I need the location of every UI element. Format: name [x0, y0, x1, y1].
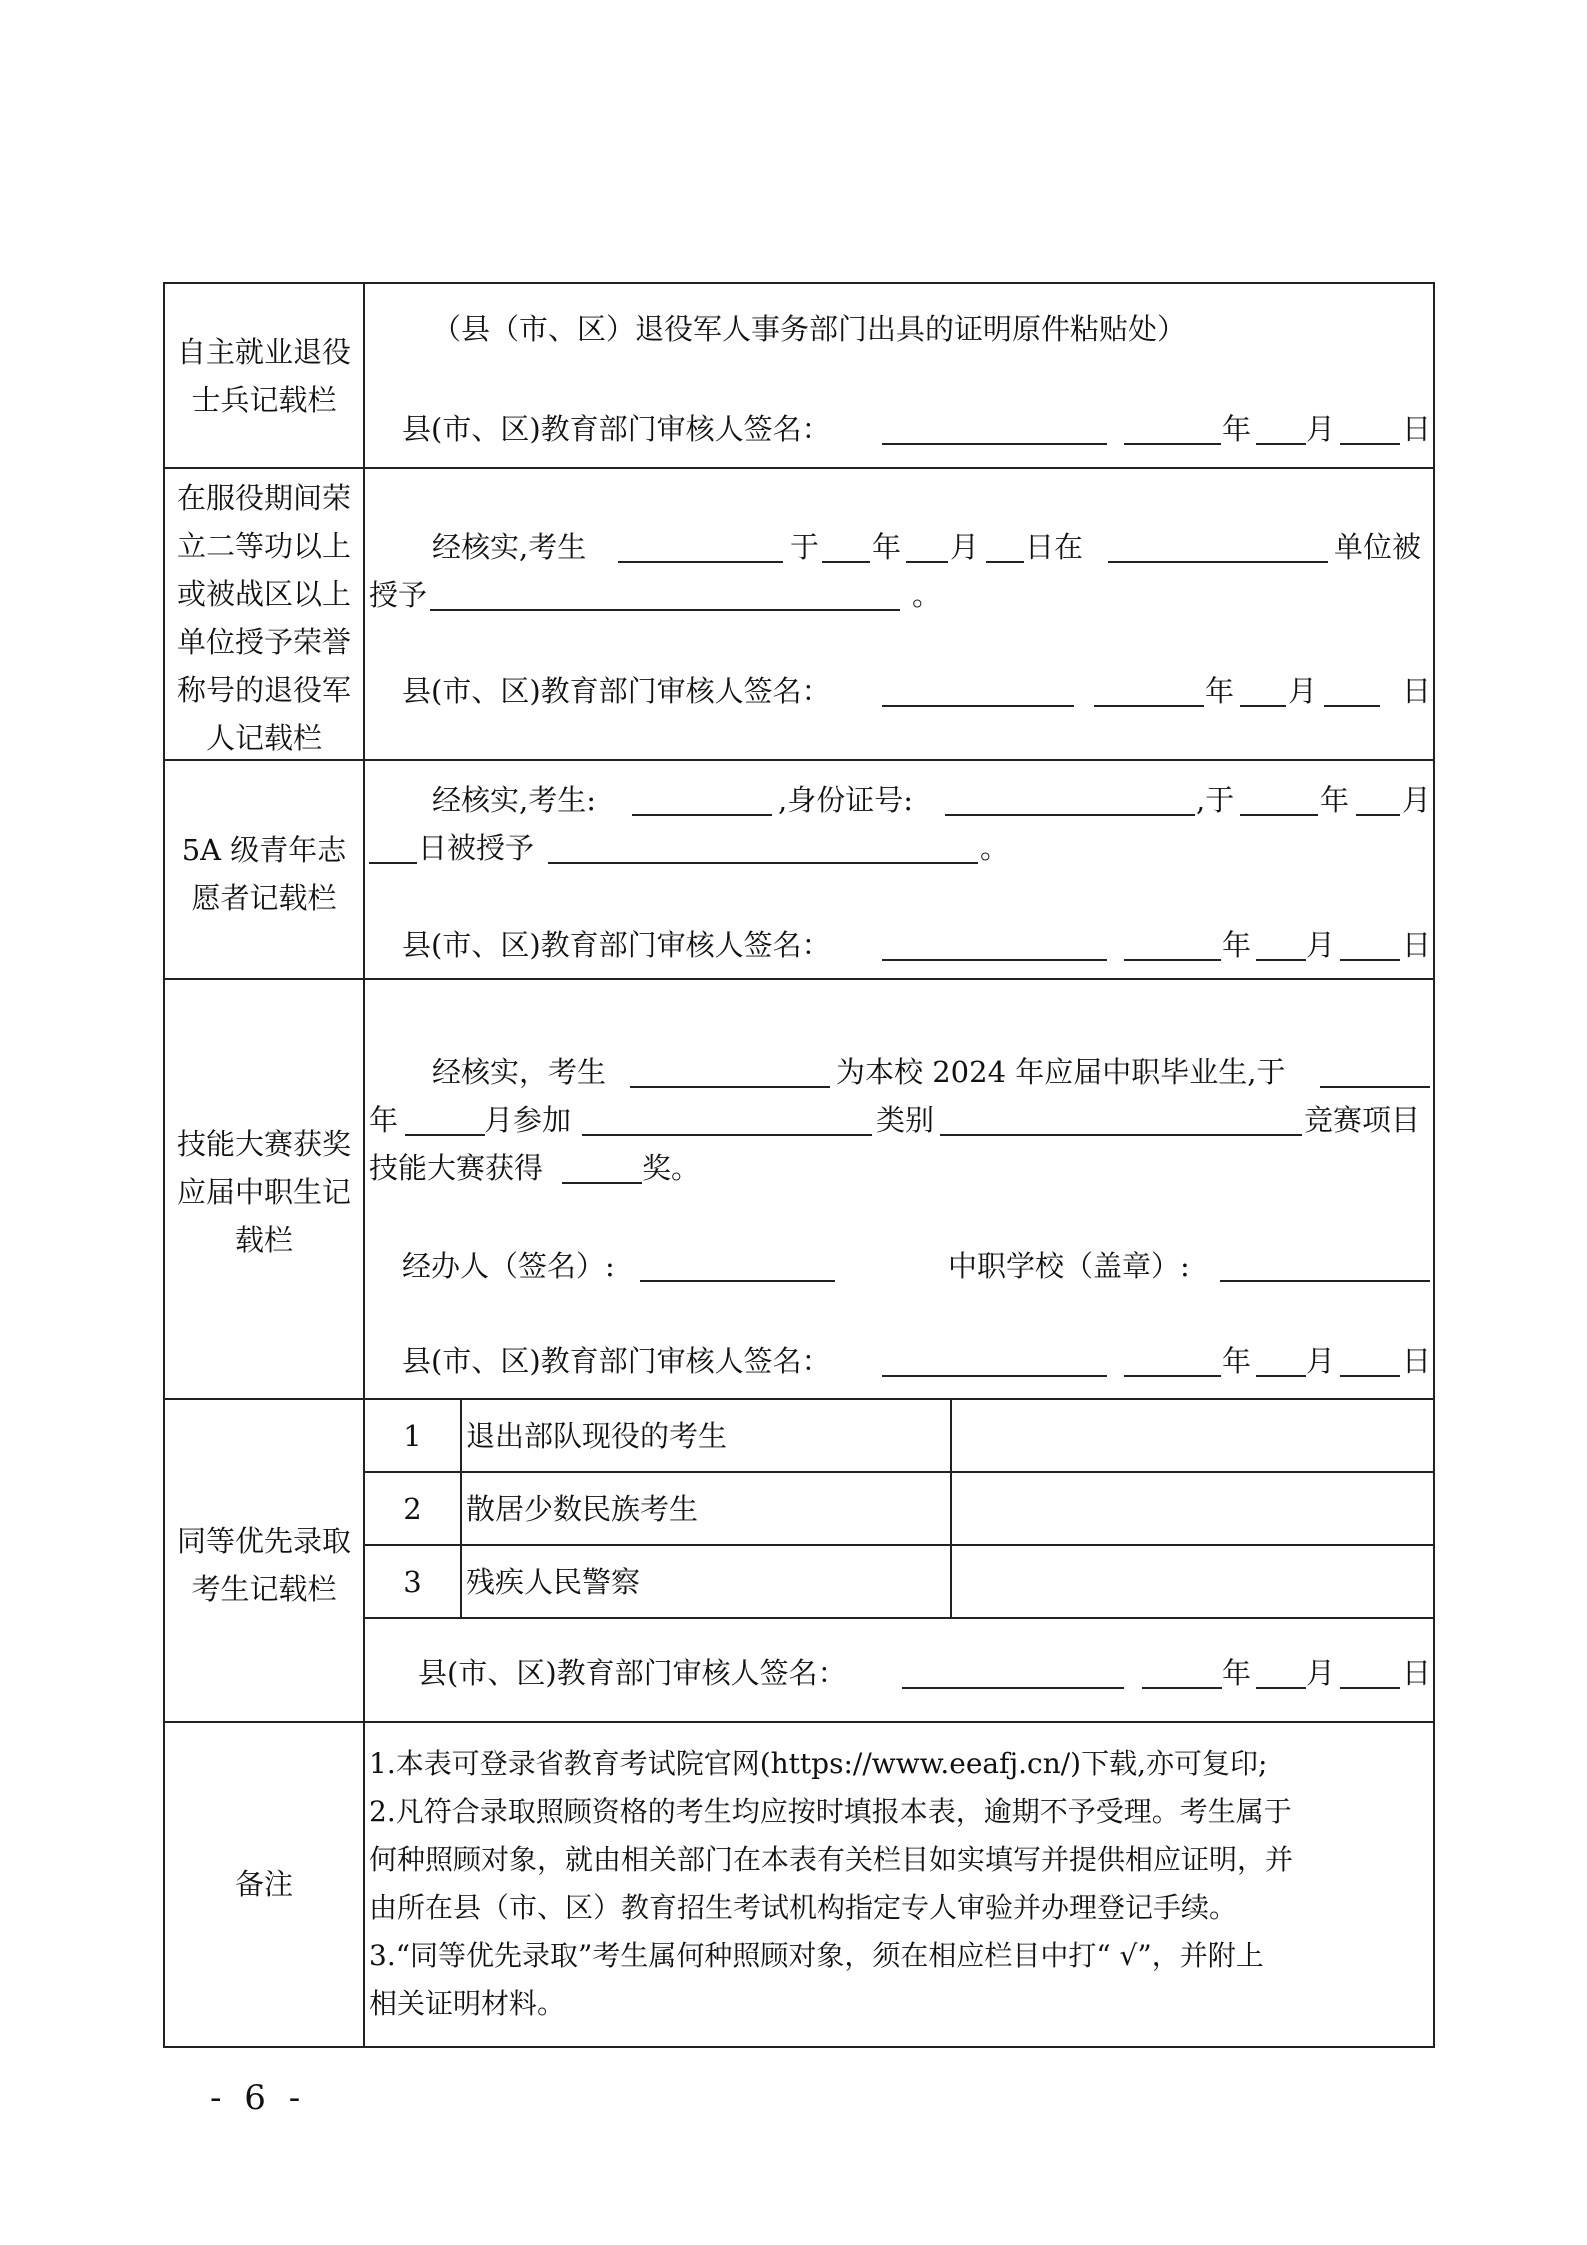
volunteer-label: 5A 级青年志愿者记载栏	[181, 833, 347, 915]
volunteer-sign-year-label: 年	[1222, 928, 1252, 962]
volunteer-day-blank[interactable]	[369, 862, 417, 864]
candidate-name-blank[interactable]	[618, 561, 783, 563]
merit-signer-label: 县(市、区)教育部门审核人签名：	[402, 674, 831, 708]
reviewer-signature-label: 县(市、区)教育部门审核人签名：	[402, 412, 831, 446]
volunteer-honor-blank[interactable]	[548, 862, 978, 864]
month-label: 月	[1306, 412, 1336, 446]
skills-label: 技能大赛获奖应届中职生记载栏	[176, 1127, 351, 1257]
signature-blank[interactable]	[882, 443, 1107, 445]
table-border-right	[1433, 282, 1435, 2048]
subtable-col	[460, 1398, 462, 1619]
note-line: 1.本表可登录省教育考试院官网(https://www.eeafj.cn/)下载,亦可复印;	[369, 1747, 1268, 1780]
skills-award-blank[interactable]	[562, 1182, 642, 1184]
volunteer-day-awarded-text: 日被授予	[418, 831, 535, 865]
volunteer-name-blank[interactable]	[632, 814, 772, 816]
priority-row-check-cell[interactable]	[952, 1400, 1433, 1471]
priority-day-blank[interactable]	[1340, 1687, 1400, 1689]
volunteer-month-label: 月	[1402, 783, 1432, 817]
volunteer-signer-label: 县(市、区)教育部门审核人签名：	[402, 928, 831, 962]
volunteer-sign-month-blank[interactable]	[1256, 959, 1306, 961]
skills-year-blank[interactable]	[1320, 1086, 1430, 1088]
volunteer-id-blank[interactable]	[945, 814, 1195, 816]
volunteer-signature-blank[interactable]	[882, 959, 1107, 961]
priority-row-item: 残疾人民警察	[466, 1565, 641, 1599]
merit-label: 在服役期间荣立二等功以上或被战区以上单位授予荣誉称号的退役军人记载栏	[176, 481, 351, 755]
merit-unit-awarded-text: 单位被	[1334, 530, 1422, 564]
volunteer-sign-month-label: 月	[1306, 928, 1336, 962]
skills-sign-month-label: 月	[1306, 1344, 1336, 1378]
row-divider	[163, 467, 1435, 469]
merit-sign-month-label: 月	[1288, 674, 1318, 708]
merit-period: 。	[912, 578, 942, 612]
merit-verified-text: 经核实,考生	[432, 530, 587, 564]
merit-month-label: 月	[950, 530, 980, 564]
skills-sign-year-label: 年	[1222, 1344, 1252, 1378]
priority-row-check-cell[interactable]	[952, 1546, 1433, 1617]
priority-row-check-cell[interactable]	[952, 1473, 1433, 1544]
note-line: 何种照顾对象，就由相关部门在本表有关栏目如实填写并提供相应证明，并	[369, 1843, 1294, 1876]
self-employed-label: 自主就业退役士兵记载栏	[176, 335, 351, 417]
note-line: 由所在县（市、区）教育招生考试机构指定专人审验并办理登记手续。	[369, 1891, 1238, 1924]
priority-row-number: 3	[403, 1565, 422, 1599]
merit-year-blank[interactable]	[822, 561, 870, 563]
priority-year-label: 年	[1222, 1656, 1252, 1690]
note-line: 相关证明材料。	[369, 1987, 566, 2020]
table-border-bottom	[163, 2046, 1435, 2048]
row-divider	[163, 1721, 1435, 1723]
day-blank[interactable]	[1340, 443, 1400, 445]
skills-sign-year-blank[interactable]	[1124, 1375, 1221, 1377]
priority-row-item: 退出部队现役的考生	[466, 1419, 728, 1453]
merit-sign-year-label: 年	[1205, 674, 1235, 708]
volunteer-id-label: ,身份证号:	[778, 783, 913, 817]
priority-day-label: 日	[1402, 1656, 1432, 1690]
merit-day-blank[interactable]	[986, 561, 1024, 563]
skills-year-label: 年	[369, 1103, 399, 1137]
skills-verified-text: 经核实，考生	[432, 1055, 607, 1089]
volunteer-year-blank[interactable]	[1240, 814, 1318, 816]
merit-sign-day-blank[interactable]	[1324, 705, 1380, 707]
volunteer-month-blank[interactable]	[1356, 814, 1400, 816]
merit-year-label: 年	[872, 530, 902, 564]
priority-row-number: 2	[403, 1492, 422, 1526]
table-column-divider	[363, 282, 365, 2048]
skills-project-label: 竞赛项目	[1304, 1103, 1421, 1137]
row-divider	[163, 978, 1435, 980]
merit-awarded-text: 授予	[369, 578, 428, 612]
volunteer-year-label: 年	[1320, 783, 1350, 817]
skills-sign-day-blank[interactable]	[1340, 1375, 1400, 1377]
table-border-left	[163, 282, 165, 2048]
subtable-line	[363, 1617, 1435, 1619]
merit-month-blank[interactable]	[906, 561, 948, 563]
skills-month-blank[interactable]	[405, 1134, 485, 1136]
volunteer-verified-text: 经核实,考生:	[432, 783, 596, 817]
skills-category-blank[interactable]	[940, 1134, 1302, 1136]
volunteer-period: 。	[980, 831, 1010, 865]
skills-sign-month-blank[interactable]	[1256, 1375, 1306, 1377]
skills-month-join-text: 月参加	[484, 1103, 572, 1137]
skills-handler-blank[interactable]	[640, 1280, 835, 1282]
volunteer-sign-day-label: 日	[1402, 928, 1432, 962]
merit-sign-month-blank[interactable]	[1240, 705, 1286, 707]
volunteer-sign-day-blank[interactable]	[1340, 959, 1400, 961]
merit-signature-blank[interactable]	[882, 705, 1074, 707]
skills-award-prefix: 技能大赛获得	[369, 1151, 544, 1185]
note-line: 2.凡符合录取照顾资格的考生均应按时填报本表，逾期不予受理。考生属于	[369, 1795, 1292, 1828]
priority-row-number: 1	[403, 1419, 422, 1453]
day-label: 日	[1402, 412, 1432, 446]
page-number: - 6 -	[210, 2078, 307, 2118]
merit-sign-year-blank[interactable]	[1094, 705, 1204, 707]
volunteer-at-text: ,于	[1196, 783, 1235, 817]
priority-row-item: 散居少数民族考生	[466, 1492, 699, 1526]
merit-at-text: 于	[790, 530, 820, 564]
year-blank[interactable]	[1124, 443, 1221, 445]
skills-handler-label: 经办人（签名）:	[402, 1249, 615, 1283]
volunteer-sign-year-blank[interactable]	[1124, 959, 1221, 961]
merit-unit-blank[interactable]	[1108, 561, 1328, 563]
equal-priority-label: 同等优先录取考生记载栏	[176, 1524, 351, 1606]
merit-honor-blank[interactable]	[430, 609, 900, 611]
paste-area-note: （县（市、区）退役军人事务部门出具的证明原件粘贴处）	[432, 312, 1187, 346]
skills-grad-text: 为本校 2024 年应届中职毕业生,于	[836, 1055, 1286, 1089]
priority-month-blank[interactable]	[1256, 1687, 1306, 1689]
skills-signer-label: 县(市、区)教育部门审核人签名：	[402, 1344, 831, 1378]
priority-year-blank[interactable]	[1142, 1687, 1222, 1689]
year-label: 年	[1222, 412, 1252, 446]
merit-sign-day-label: 日	[1402, 674, 1432, 708]
skills-competition-blank[interactable]	[582, 1134, 872, 1136]
notes-label: 备注	[234, 1867, 293, 1901]
skills-award-suffix: 奖。	[642, 1151, 701, 1185]
skills-school-blank[interactable]	[1220, 1280, 1430, 1282]
priority-signature-blank[interactable]	[902, 1687, 1124, 1689]
merit-day-in-label: 日在	[1025, 530, 1084, 564]
table-border-top	[163, 282, 1435, 284]
skills-name-blank[interactable]	[630, 1086, 830, 1088]
skills-sign-day-label: 日	[1402, 1344, 1432, 1378]
month-blank[interactable]	[1256, 443, 1306, 445]
note-line: 3.“同等优先录取”考生属何种照顾对象，须在相应栏目中打“ √”，并附上	[369, 1939, 1264, 1972]
priority-month-label: 月	[1306, 1656, 1336, 1690]
skills-signature-blank[interactable]	[882, 1375, 1107, 1377]
skills-category-label: 类别	[876, 1103, 935, 1137]
priority-signer-label: 县(市、区)教育部门审核人签名：	[418, 1656, 847, 1690]
skills-school-label: 中职学校（盖章）:	[948, 1249, 1190, 1283]
